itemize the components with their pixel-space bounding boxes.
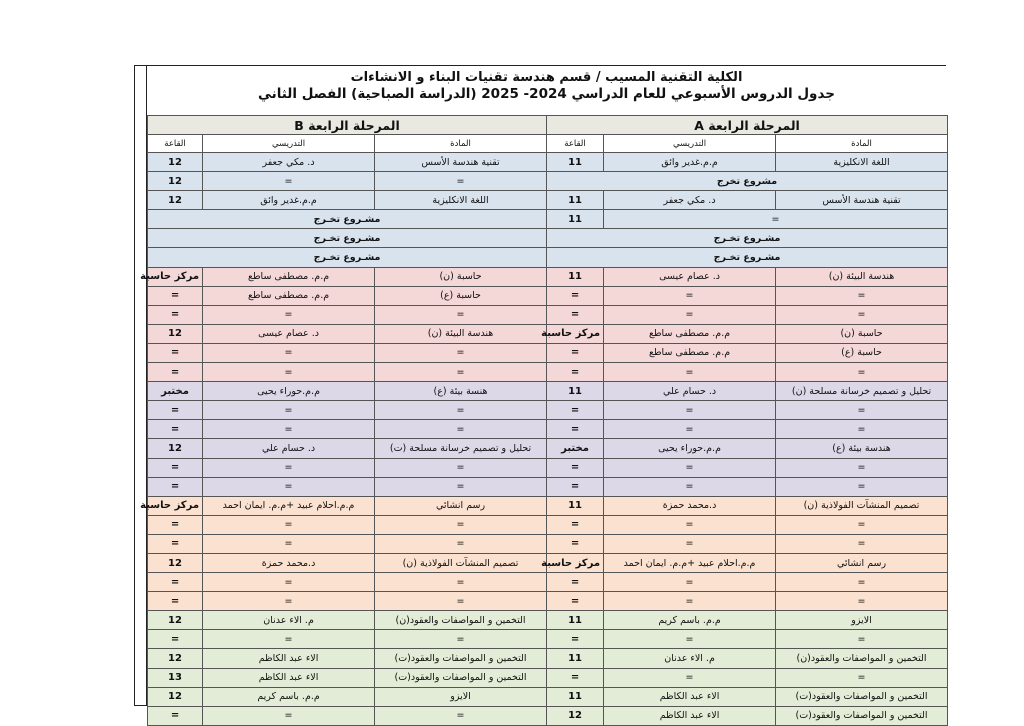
- schedule-cell: =: [776, 477, 948, 496]
- schedule-cell: د.محمد حمزة: [203, 553, 375, 572]
- schedule-sheet: [134, 65, 946, 722]
- schedule-cell: مشـروع تخـرج: [148, 229, 547, 248]
- room-cell: 11: [547, 687, 604, 706]
- schedule-cell: مشروع تخرج: [547, 172, 948, 191]
- schedule-cell: =: [776, 363, 948, 382]
- table-row: [148, 229, 948, 248]
- schedule-cell: =: [776, 534, 948, 553]
- schedule-cell: الاء عبد الكاظم: [203, 668, 375, 687]
- schedule-cell: =: [776, 668, 948, 687]
- schedule-cell: م.م. مصطفى ساطع: [203, 286, 375, 305]
- table-row: [148, 515, 948, 534]
- room-cell: مركز حاسبة: [148, 267, 203, 286]
- header-room-a: القاعة: [547, 135, 604, 153]
- room-cell: =: [148, 573, 203, 592]
- schedule-cell: =: [375, 458, 547, 477]
- room-cell: 11: [547, 382, 604, 401]
- schedule-cell: د. حسام علي: [203, 439, 375, 458]
- schedule-cell: اللغة الانكليزية: [776, 153, 948, 172]
- table-row: [148, 363, 948, 382]
- schedule-cell: =: [203, 706, 375, 725]
- schedule-cell: =: [203, 420, 375, 439]
- room-cell: 12: [148, 153, 203, 172]
- schedule-cell: م. الاء عدنان: [203, 611, 375, 630]
- schedule-cell: اللغة الانكليزية: [375, 191, 547, 210]
- left-margin-column: [135, 66, 147, 705]
- room-cell: 12: [148, 649, 203, 668]
- table-row: [148, 248, 948, 267]
- schedule-cell: =: [604, 458, 776, 477]
- schedule-cell: حاسبة (ع): [375, 286, 547, 305]
- room-cell: 12: [148, 172, 203, 191]
- table-row: [148, 687, 948, 706]
- room-cell: 12: [148, 324, 203, 343]
- schedule-cell: =: [203, 534, 375, 553]
- schedule-cell: =: [203, 458, 375, 477]
- schedule-cell: =: [375, 630, 547, 649]
- schedule-cell: تصميم المنشآت الفولاذية (ن): [375, 553, 547, 572]
- schedule-cell: رسم انشائي: [375, 496, 547, 515]
- schedule-cell: =: [776, 592, 948, 611]
- table-row: [148, 630, 948, 649]
- schedule-cell: =: [604, 363, 776, 382]
- table-row: [148, 573, 948, 592]
- schedule-cell: التخمين و المواصفات والعقود(ن): [776, 649, 948, 668]
- schedule-cell: =: [375, 592, 547, 611]
- schedule-cell: د. مكي جعفر: [203, 153, 375, 172]
- table-row: [148, 324, 948, 343]
- schedule-cell: =: [203, 573, 375, 592]
- schedule-cell: =: [776, 286, 948, 305]
- schedule-cell: =: [604, 630, 776, 649]
- schedule-cell: =: [375, 305, 547, 324]
- room-cell: =: [148, 305, 203, 324]
- title-block: [147, 66, 946, 116]
- header-room-b: القاعة: [148, 135, 203, 153]
- table-row: [148, 496, 948, 515]
- schedule-cell: =: [776, 401, 948, 420]
- room-cell: =: [547, 515, 604, 534]
- schedule-cell: م.م.احلام عبيد +م.م. ايمان احمد: [604, 553, 776, 572]
- schedule-title: جدول الدروس الأسبوعي للعام الدراسي 2024- 2025 (الدراسة الصباحية) الفصل الثاني: [258, 86, 835, 102]
- room-cell: 11: [547, 153, 604, 172]
- schedule-cell: تقنية هندسة الأسس: [776, 191, 948, 210]
- room-cell: 11: [547, 267, 604, 286]
- table-row: [148, 267, 948, 286]
- schedule-cell: =: [604, 592, 776, 611]
- schedule-cell: م.م. باسم كريم: [604, 611, 776, 630]
- room-cell: 11: [547, 611, 604, 630]
- room-cell: 11: [547, 496, 604, 515]
- table-row: [148, 649, 948, 668]
- table-row: [148, 439, 948, 458]
- schedule-cell: =: [203, 630, 375, 649]
- room-cell: 12: [148, 611, 203, 630]
- room-cell: =: [547, 420, 604, 439]
- header-subject-a: المادة: [776, 135, 948, 153]
- schedule-cell: =: [203, 592, 375, 611]
- room-cell: =: [148, 630, 203, 649]
- schedule-cell: الايزو: [375, 687, 547, 706]
- table-row: [148, 343, 948, 362]
- room-cell: 12: [547, 706, 604, 725]
- stage-b-title: المرحلة الرابعة B: [148, 116, 547, 135]
- stage-row: [148, 116, 948, 135]
- schedule-cell: =: [375, 363, 547, 382]
- room-cell: مركز حاسبة: [547, 553, 604, 572]
- room-cell: =: [547, 534, 604, 553]
- college-title: الكلية التقنية المسيب / قسم هندسة تقنيات البناء و الانشاءات: [350, 70, 743, 85]
- room-cell: =: [148, 401, 203, 420]
- schedule-cell: =: [776, 630, 948, 649]
- table-row: [148, 153, 948, 172]
- table-row: [148, 305, 948, 324]
- table-row: [148, 191, 948, 210]
- schedule-cell: مشـروع تخـرج: [148, 248, 547, 267]
- schedule-cell: حاسبة (ن): [776, 324, 948, 343]
- schedule-cell: =: [375, 573, 547, 592]
- room-cell: =: [547, 573, 604, 592]
- schedule-cell: الاء عبد الكاظم: [203, 649, 375, 668]
- schedule-cell: =: [604, 668, 776, 687]
- schedule-cell: =: [203, 477, 375, 496]
- room-cell: 12: [148, 687, 203, 706]
- schedule-cell: =: [604, 477, 776, 496]
- schedule-cell: تصميم المنشآت الفولاذية (ن): [776, 496, 948, 515]
- table-row: [148, 382, 948, 401]
- schedule-cell: د. مكي جعفر: [604, 191, 776, 210]
- schedule-cell: مشـروع تخـرج: [547, 229, 948, 248]
- schedule-cell: =: [604, 286, 776, 305]
- schedule-cell: =: [604, 534, 776, 553]
- room-cell: 11: [547, 649, 604, 668]
- room-cell: =: [547, 668, 604, 687]
- room-cell: =: [547, 592, 604, 611]
- schedule-cell: تقنية هندسة الأسس: [375, 153, 547, 172]
- schedule-cell: =: [604, 573, 776, 592]
- room-cell: =: [148, 592, 203, 611]
- table-row: [148, 210, 948, 229]
- schedule-cell: م.م.احلام عبيد +م.م. ايمان احمد: [203, 496, 375, 515]
- table-row: [148, 401, 948, 420]
- header-row: [148, 135, 948, 153]
- room-cell: =: [148, 343, 203, 362]
- room-cell: مختبر: [547, 439, 604, 458]
- room-cell: =: [148, 515, 203, 534]
- schedule-cell: حاسبة (ن): [375, 267, 547, 286]
- table-row: [148, 286, 948, 305]
- schedule-cell: تحليل و تصميم خرسانة مسلحة (ت): [375, 439, 547, 458]
- schedule-cell: =: [203, 343, 375, 362]
- schedule-cell: الايزو: [776, 611, 948, 630]
- schedule-cell: التخمين و المواصفات والعقود(ت): [375, 649, 547, 668]
- schedule-cell: =: [776, 573, 948, 592]
- schedule-cell: =: [375, 401, 547, 420]
- room-cell: مختبر: [148, 382, 203, 401]
- schedule-cell: التخمين و المواصفات والعقود(ت): [776, 706, 948, 725]
- table-row: [148, 553, 948, 572]
- room-cell: =: [547, 477, 604, 496]
- room-cell: =: [547, 305, 604, 324]
- header-teacher-a: التدريسي: [604, 135, 776, 153]
- schedule-cell: =: [375, 515, 547, 534]
- schedule-cell: =: [776, 515, 948, 534]
- header-teacher-b: التدريسي: [203, 135, 375, 153]
- schedule-cell: م.م. باسم كريم: [203, 687, 375, 706]
- room-cell: مركز حاسبة: [547, 324, 604, 343]
- schedule-cell: =: [375, 706, 547, 725]
- room-cell: =: [148, 534, 203, 553]
- room-cell: =: [148, 706, 203, 725]
- table-row: [148, 611, 948, 630]
- room-cell: 11: [547, 210, 604, 229]
- table-row: [148, 534, 948, 553]
- room-cell: =: [148, 286, 203, 305]
- room-cell: =: [547, 343, 604, 362]
- schedule-cell: =: [203, 363, 375, 382]
- schedule-cell: مشـروع تخـرج: [547, 248, 948, 267]
- room-cell: 11: [547, 191, 604, 210]
- room-cell: =: [148, 458, 203, 477]
- schedule-cell: =: [375, 172, 547, 191]
- schedule-cell: =: [375, 343, 547, 362]
- stage-a-title: المرحلة الرابعة A: [547, 116, 948, 135]
- table-row: [148, 668, 948, 687]
- schedule-cell: =: [604, 515, 776, 534]
- schedule-cell: هندسة البيئة (ن): [375, 324, 547, 343]
- schedule-cell: تحليل و تصميم خرسانة مسلحة (ن): [776, 382, 948, 401]
- schedule-cell: =: [604, 210, 948, 229]
- table-row: [148, 706, 948, 725]
- header-subject-b: المادة: [375, 135, 547, 153]
- room-cell: =: [547, 363, 604, 382]
- table-row: [148, 420, 948, 439]
- schedule-cell: م.م.حوراء يحيى: [203, 382, 375, 401]
- schedule-cell: م.م. مصطفى ساطع: [604, 324, 776, 343]
- schedule-cell: هندسة البيئة (ن): [776, 267, 948, 286]
- schedule-cell: حاسبة (ع): [776, 343, 948, 362]
- schedule-cell: =: [776, 420, 948, 439]
- schedule-cell: =: [604, 401, 776, 420]
- schedule-cell: =: [604, 420, 776, 439]
- room-cell: =: [547, 458, 604, 477]
- schedule-cell: الاء عبد الكاظم: [604, 706, 776, 725]
- schedule-cell: م.م. مصطفى ساطع: [203, 267, 375, 286]
- schedule-table: [140, 115, 948, 726]
- room-cell: 12: [148, 553, 203, 572]
- schedule-cell: =: [375, 477, 547, 496]
- room-cell: 13: [148, 668, 203, 687]
- schedule-cell: د. حسام علي: [604, 382, 776, 401]
- schedule-cell: =: [604, 305, 776, 324]
- schedule-cell: م.م.غدير وائق: [604, 153, 776, 172]
- room-cell: =: [547, 401, 604, 420]
- room-cell: 12: [148, 191, 203, 210]
- schedule-cell: التخمين و المواصفات والعقود(ت): [776, 687, 948, 706]
- table-row: [148, 458, 948, 477]
- room-cell: =: [148, 363, 203, 382]
- table-row: [148, 592, 948, 611]
- schedule-cell: د. عصام عيسى: [203, 324, 375, 343]
- schedule-cell: الاء عبد الكاظم: [604, 687, 776, 706]
- schedule-cell: م.م. مصطفى ساطع: [604, 343, 776, 362]
- schedule-cell: =: [203, 305, 375, 324]
- schedule-cell: هندسة بيئة (ع): [776, 439, 948, 458]
- schedule-cell: =: [776, 305, 948, 324]
- schedule-cell: م.م.غدير وائق: [203, 191, 375, 210]
- schedule-cell: مشـروع تخـرج: [148, 210, 547, 229]
- schedule-cell: د. عصام عيسى: [604, 267, 776, 286]
- schedule-cell: =: [203, 401, 375, 420]
- room-cell: =: [148, 420, 203, 439]
- schedule-cell: =: [375, 534, 547, 553]
- schedule-cell: التخمين و المواصفات والعقود(ت): [375, 668, 547, 687]
- room-cell: =: [547, 286, 604, 305]
- room-cell: =: [148, 477, 203, 496]
- schedule-cell: =: [776, 458, 948, 477]
- schedule-cell: التخمين و المواصفات والعقود(ن): [375, 611, 547, 630]
- table-row: [148, 477, 948, 496]
- schedule-cell: هنسة بيئة (ع): [375, 382, 547, 401]
- schedule-cell: =: [203, 515, 375, 534]
- schedule-cell: د.محمد حمزة: [604, 496, 776, 515]
- room-cell: مركز حاسبة: [148, 496, 203, 515]
- schedule-cell: =: [203, 172, 375, 191]
- schedule-cell: =: [375, 420, 547, 439]
- schedule-cell: م. الاء عدنان: [604, 649, 776, 668]
- room-cell: =: [547, 630, 604, 649]
- table-row: [148, 172, 948, 191]
- room-cell: 12: [148, 439, 203, 458]
- schedule-cell: م.م.حوراء يحيى: [604, 439, 776, 458]
- schedule-cell: رسم انشائي: [776, 553, 948, 572]
